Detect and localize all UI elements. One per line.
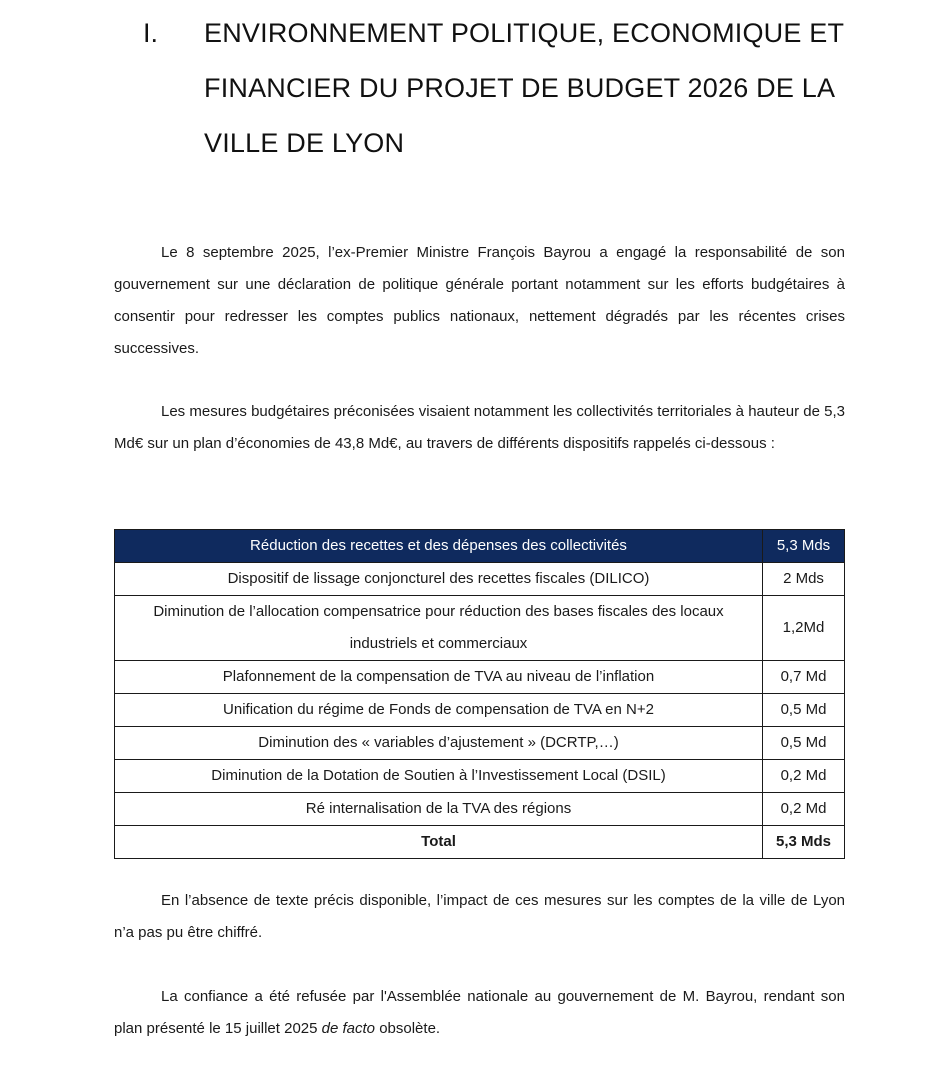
row-amount: 0,7 Md — [763, 661, 845, 694]
total-label: Total — [115, 826, 763, 859]
table-row — [115, 661, 845, 694]
section-title — [204, 6, 894, 171]
table-row — [115, 793, 845, 826]
italic-phrase: de facto — [321, 1020, 376, 1037]
row-amount: 1,2Md — [763, 596, 845, 661]
row-label: Diminution de la Dotation de Soutien à l’Investissement Local (DSIL) — [115, 760, 763, 793]
paragraph-text-end: obsolète. — [375, 1020, 441, 1037]
row-label: Dispositif de lissage conjoncturel des recettes fiscales (DILICO) — [115, 563, 763, 596]
table-row — [115, 760, 845, 793]
table-header-amount: 5,3 Mds — [763, 530, 845, 563]
paragraph-confidence-refused — [114, 981, 845, 1045]
row-label: Diminution des « variables d’ajustement » (DCRTP,…) — [115, 727, 763, 760]
row-amount: 0,5 Md — [763, 727, 845, 760]
row-label: Plafonnement de la compensation de TVA au niveau de l’inflation — [115, 661, 763, 694]
paragraph-budget-measures — [114, 396, 845, 460]
table-row — [115, 694, 845, 727]
row-amount: 0,2 Md — [763, 793, 845, 826]
table-total-row — [115, 826, 845, 859]
section-title-line-1: ENVIRONNEMENT POLITIQUE, ECONOMIQUE ET — [204, 18, 845, 48]
table-row — [115, 596, 845, 661]
table-row — [115, 727, 845, 760]
paragraph-impact-lyon — [114, 885, 845, 949]
row-amount: 0,2 Md — [763, 760, 845, 793]
section-title-line-2: FINANCIER DU PROJET DE BUDGET 2026 DE LA — [204, 73, 836, 103]
row-label: Ré internalisation de la TVA des régions — [115, 793, 763, 826]
budget-measures-table — [114, 529, 845, 859]
section-number: I. — [143, 18, 159, 48]
table-header-label: Réduction des recettes et des dépenses des collectivités — [115, 530, 763, 563]
row-label: Diminution de l’allocation compensatrice pour réduction des bases fiscales des locaux industriels et commerciaux — [115, 596, 763, 661]
table-row — [115, 563, 845, 596]
paragraph-text: Les mesures budgétaires préconisées visaient notamment les collectivités territoriales à hauteur de 5,3 Md€ sur un plan d’économies de 43,8 Md€, au travers de différents dispositifs rappelés ci-dessous : — [114, 403, 845, 452]
table-header-row — [115, 530, 845, 563]
row-amount: 0,5 Md — [763, 694, 845, 727]
total-amount: 5,3 Mds — [763, 826, 845, 859]
paragraph-text: Le 8 septembre 2025, l’ex-Premier Ministre François Bayrou a engagé la responsabilité de son gouvernement sur une déclaration de politique générale portant notamment sur les efforts budgétaires à consentir pour redresser les comptes publics nationaux, nettement dégradés par les récentes crises successives. — [114, 244, 845, 357]
row-amount: 2 Mds — [763, 563, 845, 596]
paragraph-bayrou-declaration — [114, 237, 845, 365]
row-label: Unification du régime de Fonds de compensation de TVA en N+2 — [115, 694, 763, 727]
paragraph-text: En l’absence de texte précis disponible, l’impact de ces mesures sur les comptes de la ville de Lyon n’a pas pu être chiffré. — [114, 892, 845, 941]
section-title-line-3: VILLE DE LYON — [204, 128, 405, 158]
paragraph-text: La confiance a été refusée par l'Assemblée nationale au gouvernement de M. Bayrou, rendant son plan présenté le 15 juillet 2025 — [114, 988, 845, 1037]
